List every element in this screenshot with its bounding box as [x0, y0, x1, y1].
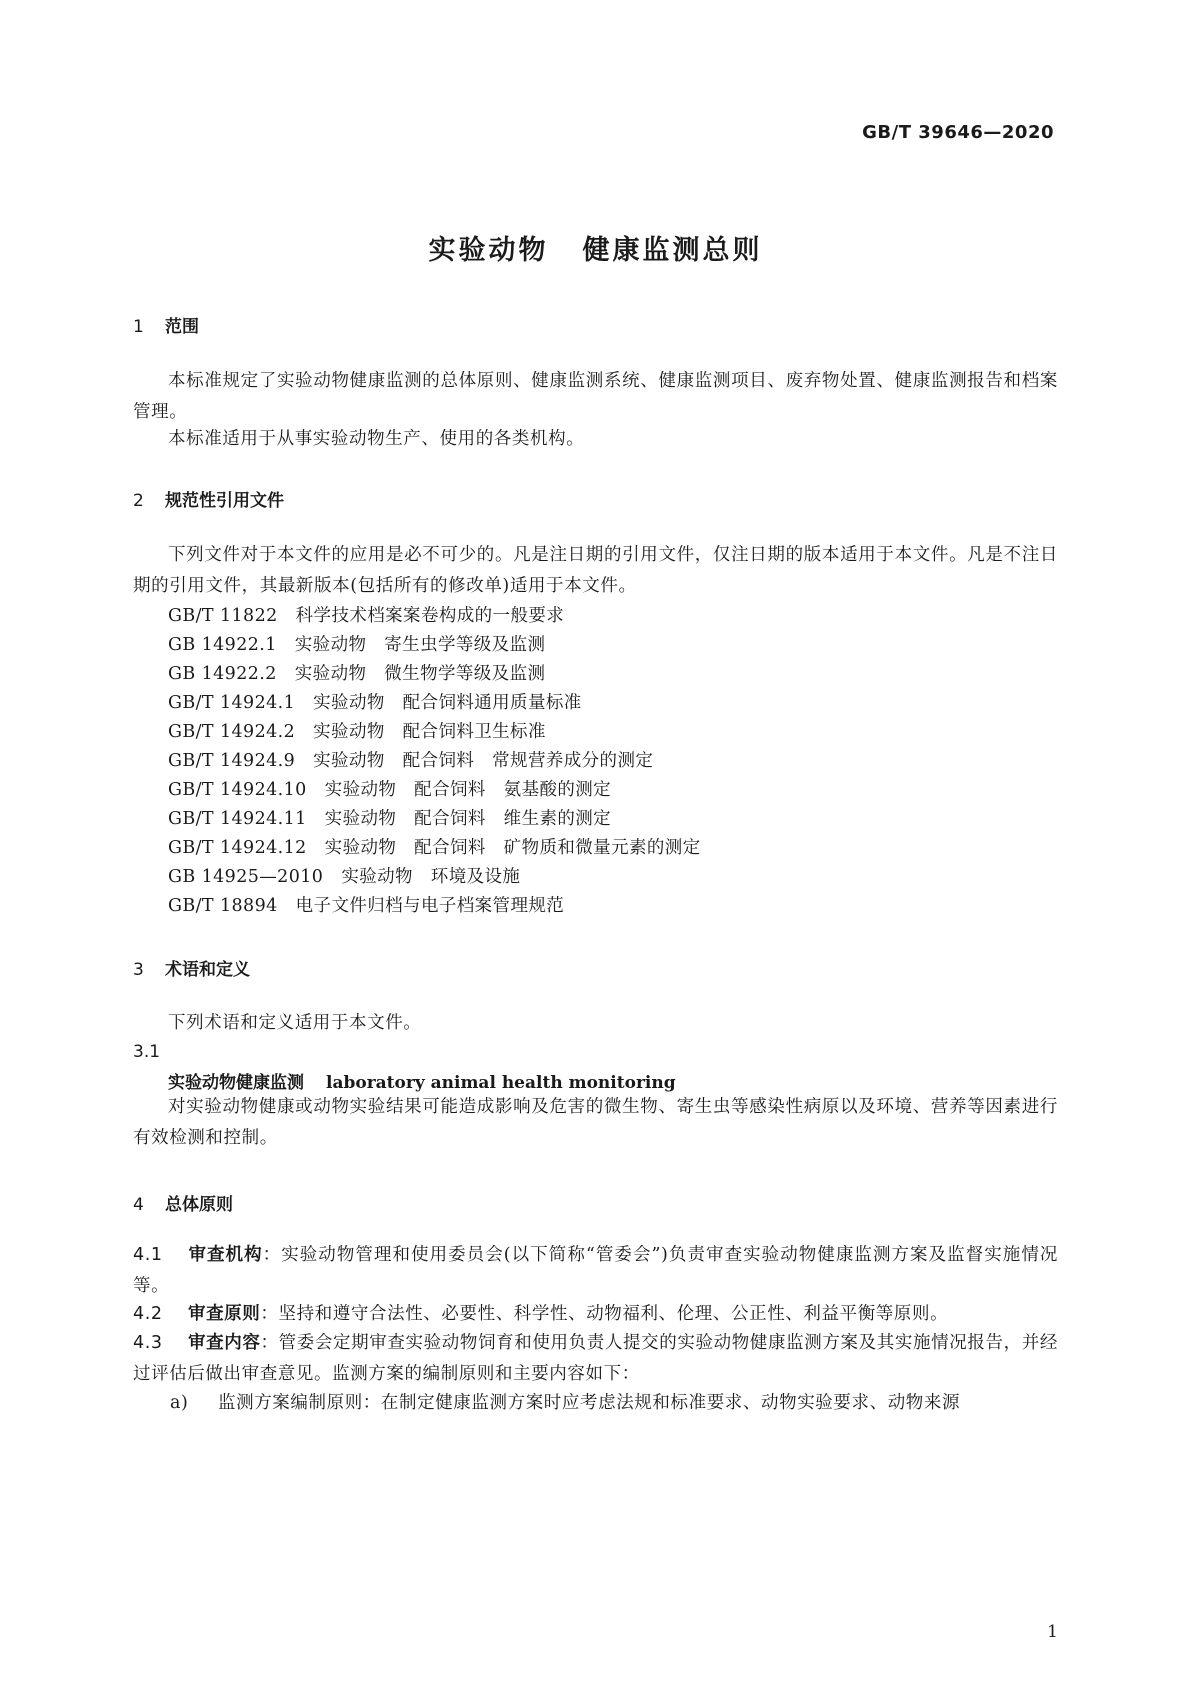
reference-code: GB/T 14924.10	[168, 780, 307, 800]
clause-title: 审查原则	[188, 1304, 261, 1324]
section-1-paragraph-2: 本标准适用于从事实验动物生产、使用的各类机构。	[168, 429, 585, 449]
reference-title: 科学技术档案案卷构成的一般要求	[295, 606, 565, 626]
reference-title: 实验动物 配合饲料 氨基酸的测定	[324, 780, 612, 800]
title-part2: 健康监测总则	[582, 235, 763, 266]
reference-title: 电子文件归档与电子档案管理规范	[295, 896, 565, 916]
section-1-heading	[133, 312, 199, 337]
item-text: 监测方案编制原则：在制定健康监测方案时应考虑法规和标准要求、动物实验要求、动物来源	[218, 1393, 961, 1413]
reference-code: GB/T 14924.2	[168, 722, 296, 742]
term-number: 3.1	[133, 1042, 161, 1062]
item-label: a)	[170, 1393, 189, 1413]
reference-title: 实验动物 配合饲料 矿物质和微量元素的测定	[324, 838, 701, 858]
reference-code: GB 14922.2	[168, 664, 277, 684]
clause-text: ：实验动物管理和使用委员会(以下简称“管委会”)负责审查实验动物健康监测方案及监督实施情况等。	[133, 1245, 1059, 1296]
clause-4-3	[133, 1328, 1058, 1390]
reference-code: GB/T 14924.1	[168, 693, 296, 713]
section-1-paragraph-1: 本标准规定了实验动物健康监测的总体原则、健康监测系统、健康监测项目、废弃物处置、健康监测报告和档案管理。	[133, 371, 1058, 422]
reference-code: GB/T 14924.9	[168, 751, 296, 771]
section-title: 范围	[165, 317, 199, 337]
section-3-heading	[133, 955, 250, 980]
standard-number: GB/T 39646—2020	[862, 122, 1054, 143]
section-2-heading	[133, 486, 284, 511]
section-number: 1	[133, 317, 144, 337]
clause-4-1	[133, 1240, 1058, 1302]
list-item-a	[170, 1388, 1058, 1419]
reference-item	[168, 718, 546, 743]
section-2-intro: 下列文件对于本文件的应用是必不可少的。凡是注日期的引用文件，仅注日期的版本适用于本文件。凡是不注日期的引用文件，其最新版本(包括所有的修改单)适用于本文件。	[133, 545, 1058, 596]
section-3-intro: 下列术语和定义适用于本文件。	[168, 1013, 422, 1033]
reference-code: GB/T 11822	[168, 606, 278, 626]
reference-item	[168, 602, 564, 627]
clause-number: 4.2	[133, 1304, 163, 1324]
reference-title: 实验动物 配合饲料卫生标准	[313, 722, 546, 742]
reference-item	[168, 689, 582, 714]
section-4-heading	[133, 1190, 233, 1215]
reference-code: GB/T 14924.12	[168, 838, 307, 858]
reference-code: GB/T 14924.11	[168, 809, 307, 829]
reference-item	[168, 776, 611, 801]
section-title: 规范性引用文件	[165, 491, 284, 511]
page-number: 1	[1047, 1622, 1058, 1642]
term-definition: 对实验动物健康或动物实验结果可能造成影响及危害的微生物、寄生虫等感染性病原以及环境、营养等因素进行有效检测和控制。	[133, 1097, 1058, 1148]
reference-item	[168, 863, 520, 888]
reference-code: GB 14925—2010	[168, 867, 324, 887]
reference-item	[168, 834, 701, 859]
reference-title: 实验动物 微生物学等级及监测	[294, 664, 546, 684]
term-heading	[168, 1068, 676, 1093]
reference-item	[168, 747, 653, 772]
term-english: laboratory animal health monitoring	[326, 1073, 676, 1093]
clause-number: 4.3	[133, 1333, 163, 1353]
reference-title: 实验动物 配合饲料通用质量标准	[313, 693, 582, 713]
reference-item	[168, 660, 545, 685]
section-number: 4	[133, 1195, 144, 1215]
term-chinese: 实验动物健康监测	[168, 1073, 304, 1093]
section-number: 3	[133, 960, 144, 980]
reference-title: 实验动物 寄生虫学等级及监测	[294, 635, 546, 655]
section-title: 总体原则	[165, 1195, 233, 1215]
clause-number: 4.1	[133, 1245, 163, 1265]
clause-text: ：坚持和遵守合法性、必要性、科学性、动物福利、伦理、公正性、利益平衡等原则。	[260, 1304, 949, 1324]
section-title: 术语和定义	[165, 960, 250, 980]
reference-title: 实验动物 配合饲料 常规营养成分的测定	[313, 751, 654, 771]
section-number: 2	[133, 491, 144, 511]
reference-item	[168, 892, 564, 917]
reference-item	[168, 805, 611, 830]
reference-code: GB 14922.1	[168, 635, 277, 655]
reference-item	[168, 631, 545, 656]
document-title	[0, 228, 1191, 267]
reference-code: GB/T 18894	[168, 896, 278, 916]
reference-title: 实验动物 环境及设施	[341, 867, 521, 887]
clause-text: ：管委会定期审查实验动物饲育和使用负责人提交的实验动物健康监测方案及其实施情况报告，并经过评估后做出审查意见。监测方案的编制原则和主要内容如下：	[133, 1333, 1058, 1384]
clause-title: 审查内容	[188, 1333, 261, 1353]
reference-title: 实验动物 配合饲料 维生素的测定	[324, 809, 612, 829]
title-part1: 实验动物	[428, 235, 549, 266]
clause-4-2	[133, 1299, 1058, 1330]
clause-title: 审查机构	[188, 1245, 263, 1265]
